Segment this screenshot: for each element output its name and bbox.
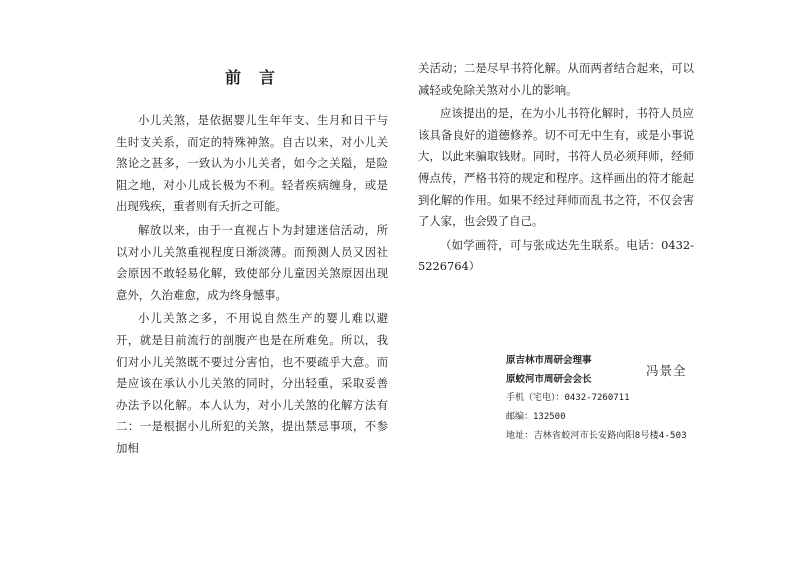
right-column	[418, 58, 694, 278]
address-line: 地址：吉林省蛟河市长安路向阳8号楼4-503	[506, 431, 687, 441]
left-column	[116, 58, 388, 460]
paragraph: 小儿关煞，是依据婴儿生年年支、生月和日干与生时支关系，而定的特殊神煞。自古以来，对小儿关煞论之甚多，一致认为小儿关者，如今之关隘，是险阻之地，对小儿成长极为不利。轻者疾病缠身，或是出现残疾，重者则有夭折之可能。	[116, 113, 388, 214]
contact-block	[506, 351, 726, 446]
contact-note: （如学画符，可与张成达先生联系。电话：0432-5226764）	[418, 237, 694, 274]
org-title-2: 原蛟河市周研会会长	[506, 374, 592, 385]
postcode-line: 邮编：132500	[506, 412, 566, 422]
paragraph: 应该提出的是，在为小儿书符化解时，书符人员应该具备良好的道德修养。切不可无中生有，或是小事说大，以此来骗取钱财。同时，书符人员必须拜师，经师傅点传，严格书符的规定和程序。这样画出的符才能起到化解的作用。如果不经过拜师而乱书之符，不仅会害了人家，也会毁了自己。	[418, 106, 694, 229]
paragraph: 解放以来，由于一直视占卜为封建迷信活动，所以对小儿关煞重视程度日渐淡薄。而预测人员又因社会原因不敢轻易化解，致使部分儿童因关煞原因出现意外，久治难愈，成为终身憾事。	[116, 222, 388, 302]
author-name: 冯景全	[646, 363, 687, 378]
phone-line: 手机（宅电）：0432-7260711	[506, 393, 630, 403]
org-title-1: 原吉林市周研会理事	[506, 355, 592, 366]
page-title: 前言	[224, 68, 293, 87]
paragraph: 小儿关煞之多，不用说自然生产的婴儿难以避开，就是目前流行的剖腹产也是在所难免。所以，我们对小儿关煞既不要过分害怕，也不要疏乎大意。而是应该在承认小儿关煞的同时，分出轻重，采取妥善办法予以化解。本人认为，对小儿关煞的化解方法有二：一是根据小儿所犯的关煞，提出禁忌事项，不参加相	[116, 311, 388, 455]
paragraph-continuation: 关活动；二是尽早书符化解。从而两者结合起来，可以减轻或免除关煞对小儿的影响。	[418, 61, 694, 97]
